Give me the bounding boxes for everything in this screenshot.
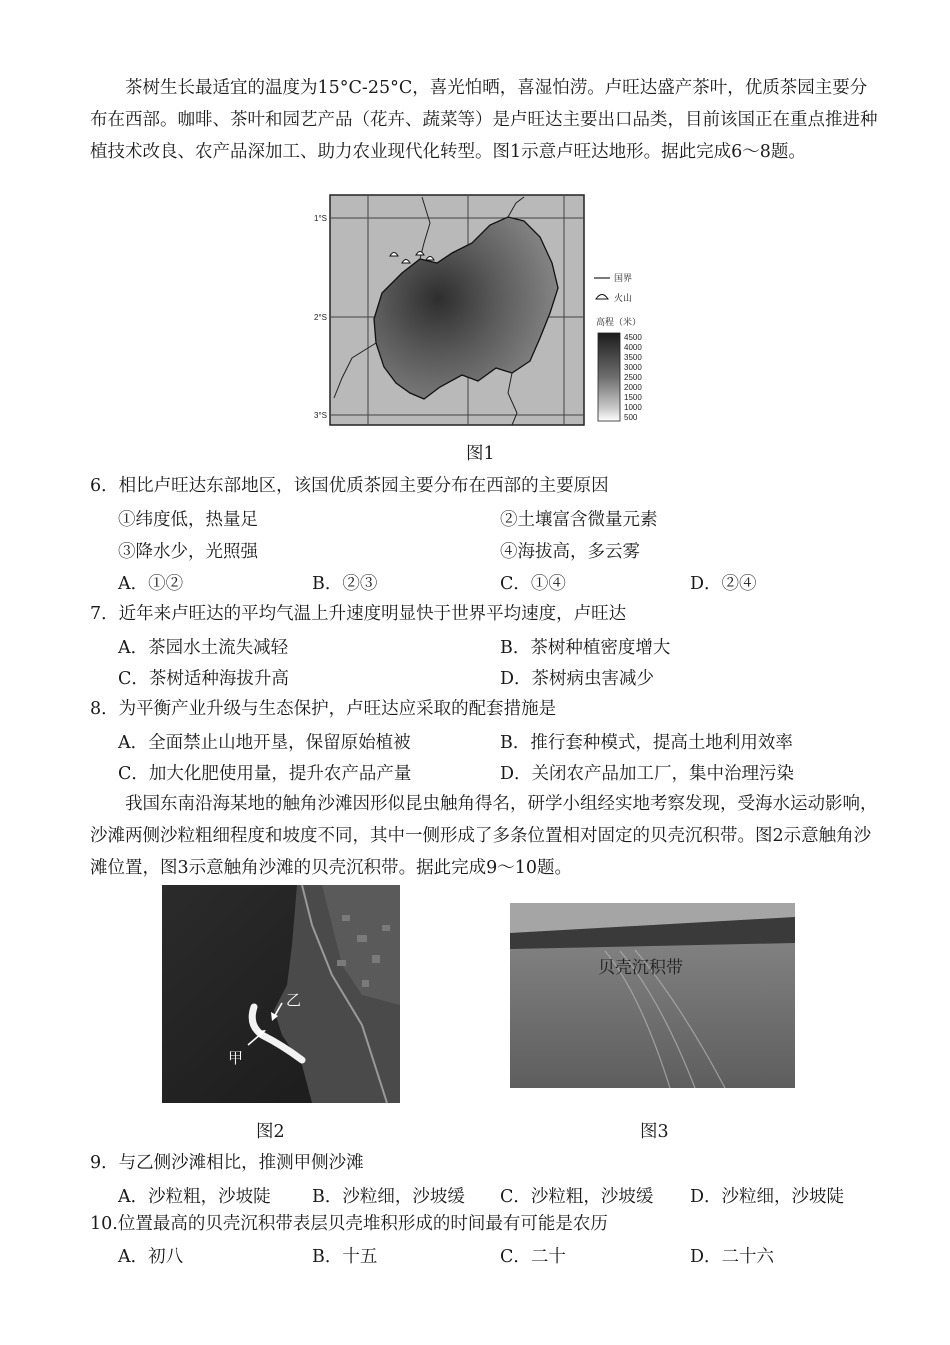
q9-option-b[interactable]: B．沙粒细，沙坡缓 [312, 1187, 465, 1207]
q10-stem: 10.位置最高的贝壳沉积带表层贝壳堆积形成的时间最有可能是农历 [90, 1214, 608, 1234]
figure-3-caption: 图3 [640, 1122, 669, 1142]
q7-option-b[interactable]: B．茶树种植密度增大 [500, 638, 671, 658]
intro-paragraph-2: 我国东南沿海某地的触角沙滩因形似昆虫触角得名，研学小组经实地考察发现，受海水运动影响，沙滩两侧沙粒粗细程度和坡度不同，其中一侧形成了多条位置相对固定的贝壳沉积带。图2示意触角沙滩位置，图3示意触角沙滩的贝壳沉积带。据此完成9～10题。 [90, 794, 878, 878]
intro-paragraph-1: 茶树生长最适宜的温度为15°C-25°C，喜光怕晒，喜湿怕涝。卢旺达盛产茶叶，优质茶园主要分布在西部。咖啡、茶叶和园艺产品（花卉、蔬菜等）是卢旺达主要出口品类，目前该国正在重点推进种植技术改良、农产品深加工、助力农业现代化转型。图1示意卢旺达地形。据此完成6～8题。 [90, 78, 878, 162]
legend-volcano: 火山 [614, 294, 633, 304]
legend-border: 国界 [614, 274, 633, 284]
q6-statement-1: ①纬度低，热量足 [118, 510, 258, 530]
elev-3000: 3000 [624, 363, 642, 372]
q9-option-d[interactable]: D．沙粒细，沙坡陡 [690, 1187, 845, 1207]
q8-stem: 8．为平衡产业升级与生态保护，卢旺达应采取的配套措施是 [90, 699, 557, 719]
lat-label-1: 1°S [314, 214, 327, 223]
q7-stem: 7．近年来卢旺达的平均气温上升速度明显快于世界平均速度，卢旺达 [90, 604, 627, 624]
elev-500: 500 [624, 413, 638, 422]
q6-option-d[interactable]: D．②④ [690, 574, 757, 594]
figure-2-caption: 图2 [256, 1122, 285, 1142]
legend-elev-title: 高程（米） [596, 318, 642, 328]
q10-option-d[interactable]: D．二十六 [690, 1247, 775, 1267]
elev-1000: 1000 [624, 403, 642, 412]
q8-option-a[interactable]: A．全面禁止山地开垦，保留原始植被 [118, 733, 411, 753]
q6-statement-2: ②土壤富含微量元素 [500, 510, 658, 530]
elev-3500: 3500 [624, 353, 642, 362]
q7-option-d[interactable]: D．茶树病虫害减少 [500, 669, 655, 689]
q9-option-c[interactable]: C．沙粒粗，沙坡缓 [500, 1187, 654, 1207]
elev-1500: 1500 [624, 393, 642, 402]
elev-4000: 4000 [624, 343, 642, 352]
rwanda-terrain-map [312, 193, 652, 428]
q10-option-b[interactable]: B．十五 [312, 1247, 378, 1267]
figure-2-satellite [162, 885, 400, 1103]
lat-label-2: 2°S [314, 313, 327, 322]
svg-text:贝壳沉积带: 贝壳沉积带 [598, 958, 683, 978]
q8-option-d[interactable]: D．关闭农产品加工厂，集中治理污染 [500, 764, 795, 784]
elev-4500: 4500 [624, 333, 642, 342]
q10-option-c[interactable]: C．二十 [500, 1247, 566, 1267]
elevation-colorbar [598, 333, 620, 421]
q6-statement-3: ③降水少，光照强 [118, 542, 258, 562]
q7-option-c[interactable]: C．茶树适种海拔升高 [118, 669, 289, 689]
elev-2000: 2000 [624, 383, 642, 392]
legend-volcano-icon [596, 295, 608, 300]
lat-label-3: 3°S [314, 411, 327, 420]
q6-option-b[interactable]: B．②③ [312, 574, 378, 594]
q9-option-a[interactable]: A．沙粒粗，沙坡陡 [118, 1187, 271, 1207]
q6-statement-4: ④海拔高，多云雾 [500, 542, 640, 562]
figure-1-caption: 图1 [466, 444, 495, 464]
figure-1-map [312, 193, 652, 428]
label-jia: 甲 [228, 1049, 244, 1067]
q6-stem: 6．相比卢旺达东部地区，该国优质茶园主要分布在西部的主要原因 [90, 476, 609, 496]
q8-option-b[interactable]: B．推行套种模式，提高土地利用效率 [500, 733, 793, 753]
q9-stem: 9．与乙侧沙滩相比，推测甲侧沙滩 [90, 1153, 364, 1173]
q7-option-a[interactable]: A．茶园水土流失减轻 [118, 638, 289, 658]
elev-2500: 2500 [624, 373, 642, 382]
q6-option-a[interactable]: A．①② [118, 574, 184, 594]
label-yi: 乙 [286, 991, 302, 1009]
figure-3-photo [510, 903, 795, 1088]
q8-option-c[interactable]: C．加大化肥使用量，提升农产品产量 [118, 764, 412, 784]
q6-option-c[interactable]: C．①④ [500, 574, 566, 594]
q10-option-a[interactable]: A．初八 [118, 1247, 184, 1267]
shell-deposit-label [598, 958, 683, 978]
